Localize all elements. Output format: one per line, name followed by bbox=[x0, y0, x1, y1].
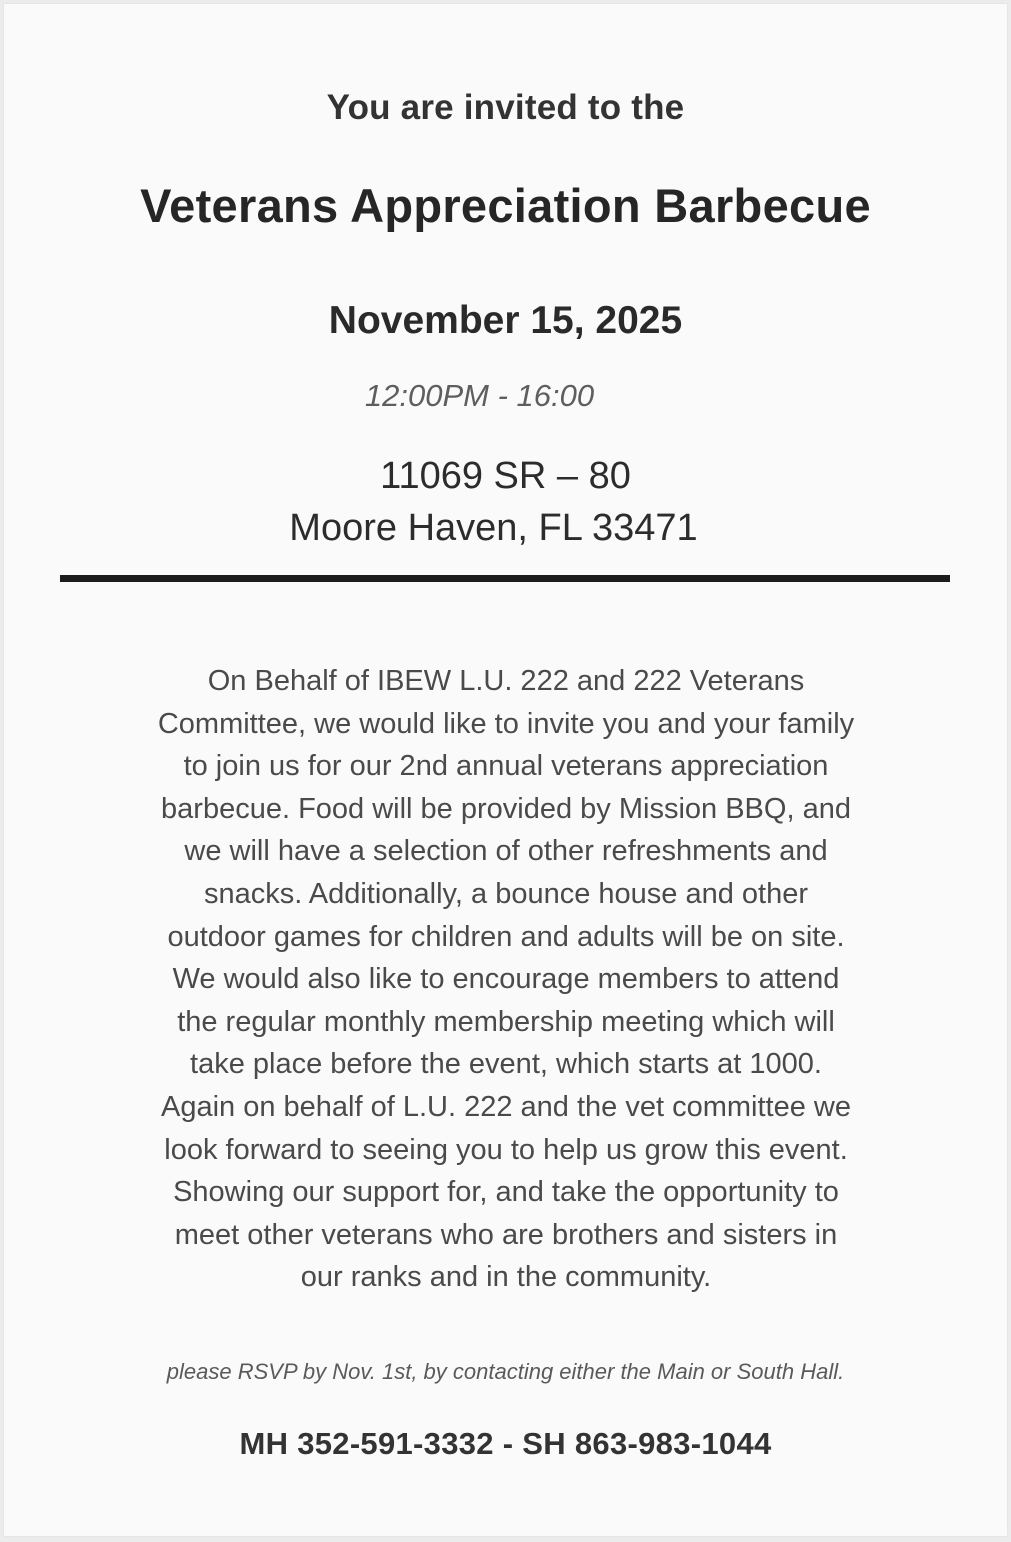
contact-phones: MH 352-591-3332 - SH 863-983-1044 bbox=[239, 1426, 772, 1461]
invitation-card bbox=[4, 4, 1007, 1536]
divider-rule bbox=[60, 575, 950, 582]
event-time: 12:00PM - 16:00 bbox=[364, 378, 595, 413]
event-title: Veterans Appreciation Barbecue bbox=[140, 179, 871, 232]
event-address-line1: 11069 SR – 80 bbox=[380, 455, 631, 497]
rsvp-note: please RSVP by Nov. 1st, by contacting either the Main or South Hall. bbox=[166, 1359, 845, 1384]
event-address-line2: Moore Haven, FL 33471 bbox=[289, 507, 698, 549]
event-date: November 15, 2025 bbox=[328, 299, 683, 342]
invitation-body: On Behalf of IBEW L.U. 222 and 222 Veterans Committee, we would like to invite you and your family to join us for our 2nd annual veterans appreciation barbecue. Food will be provided by Mission BBQ, and we will have a selection of other refreshments and snacks. Additionally, a bounce house and other outdoor games for children and adults will be on site. We would also like to encourage members to attend the regular monthly membership meeting which will take place before the event, which starts at 1000. Again on behalf of L.U. 222 and the vet committee we look forward to seeing you to help us grow this event. Showing our support for, and take the opportunity to meet other veterans who are brothers and sisters in our ranks and in the community. bbox=[157, 665, 855, 1294]
invitation-intro: You are invited to the bbox=[326, 88, 685, 127]
